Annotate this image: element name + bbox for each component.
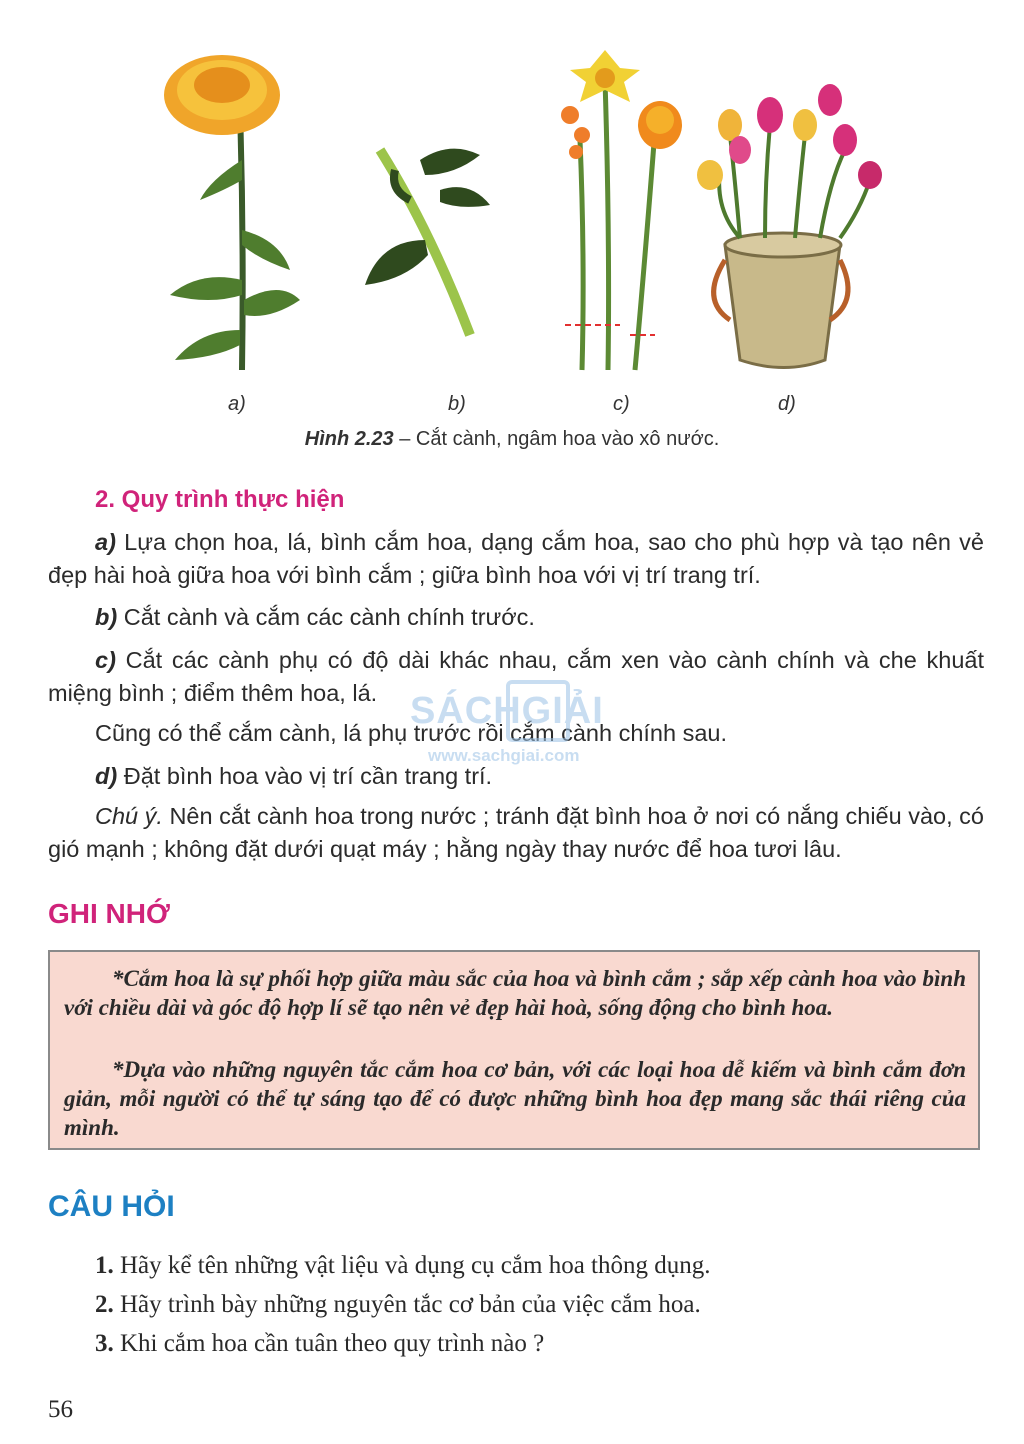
figure-label-c: c) [613,393,630,415]
step-label: d) [95,763,118,789]
question-item [95,1330,544,1358]
watermark-logo [410,676,620,766]
ghi-nho-heading: GHI NHỚ [48,898,170,929]
step-text: Cũng có thể cắm cành, lá phụ trước rồi cắm cành chính sau. [95,720,728,746]
ghi-nho-box [48,950,980,1150]
question-number: 1. [95,1252,114,1279]
step-text: Lựa chọn hoa, lá, bình cắm hoa, dạng cắm hoa, sao cho phù hợp và tạo nên vẻ đẹp hài hoà giữa hoa với bình cắm ; giữa bình hoa với vị trí trang trí. [48,529,984,588]
flower-illustrations [140,40,900,390]
figure-caption-text: – Cắt cành, ngâm hoa vào xô nước. [393,428,720,450]
ghi-nho-item: *Dựa vào những nguyên tắc cắm hoa cơ bản, với các loại hoa dễ kiếm và bình cắm đơn giản, mỗi người có thể tự sáng tạo để có được những bình hoa đẹp mang sắc thái riêng của mình. [64,1057,966,1140]
chrysanthemum-illustration [164,55,300,370]
step-label: b) [95,604,118,630]
tulip-bucket-illustration [697,84,882,368]
section-heading: 2. Quy trình thực hiện [95,486,345,513]
step-a [48,526,984,592]
note-paragraph [48,800,984,866]
watermark-brand: SÁCHGIẢI [410,690,604,732]
page-number: 56 [48,1396,73,1423]
step-text: Cắt các cành phụ có độ dài khác nhau, cắm xen vào cành chính và che khuất miệng bình ; điểm thêm hoa, lá. [48,647,984,706]
question-text: Khi cắm hoa cần tuân theo quy trình nào ? [113,1330,545,1357]
question-item [95,1252,711,1280]
question-text: Hãy trình bày những nguyên tắc cơ bản của việc cắm hoa. [113,1291,701,1318]
question-text: Hãy kể tên những vật liệu và dụng cụ cắm hoa thông dụng. [113,1252,711,1279]
step-text: Đặt bình hoa vào vị trí cần trang trí. [117,763,493,789]
figure-label-d: d) [778,393,796,415]
cau-hoi-heading: CÂU HỎI [48,1190,175,1223]
step-label: a) [95,529,116,555]
cut-stems-illustration [561,50,682,370]
figure-caption-title: Hình 2.23 [304,428,394,450]
watermark-url: www.sachgiai.com [428,746,580,765]
figure-label-b: b) [448,393,466,415]
figure-label-a: a) [228,393,246,415]
note-label: Chú ý. [95,803,163,829]
step-label: c) [95,647,116,673]
ghi-nho-item: *Cắm hoa là sự phối hợp giữa màu sắc của hoa và bình cắm ; sắp xếp cành hoa vào bình với chiều dài và góc độ hợp lí sẽ tạo nên vẻ đẹp hài hoà, sống động cho bình hoa. [64,966,966,1020]
question-item [95,1291,701,1319]
question-number: 2. [95,1291,114,1318]
step-b [48,601,984,634]
step-text: Cắt cành và cắm các cành chính trước. [117,604,535,630]
cut-branch-illustration [365,149,490,335]
question-number: 3. [95,1330,114,1357]
note-text: Nên cắt cành hoa trong nước ; tránh đặt bình hoa ở nơi có nắng chiếu vào, có gió mạnh ; không đặt dưới quạt máy ; hằng ngày thay nước để hoa tươi lâu. [48,803,984,862]
figure-caption [0,428,1024,451]
